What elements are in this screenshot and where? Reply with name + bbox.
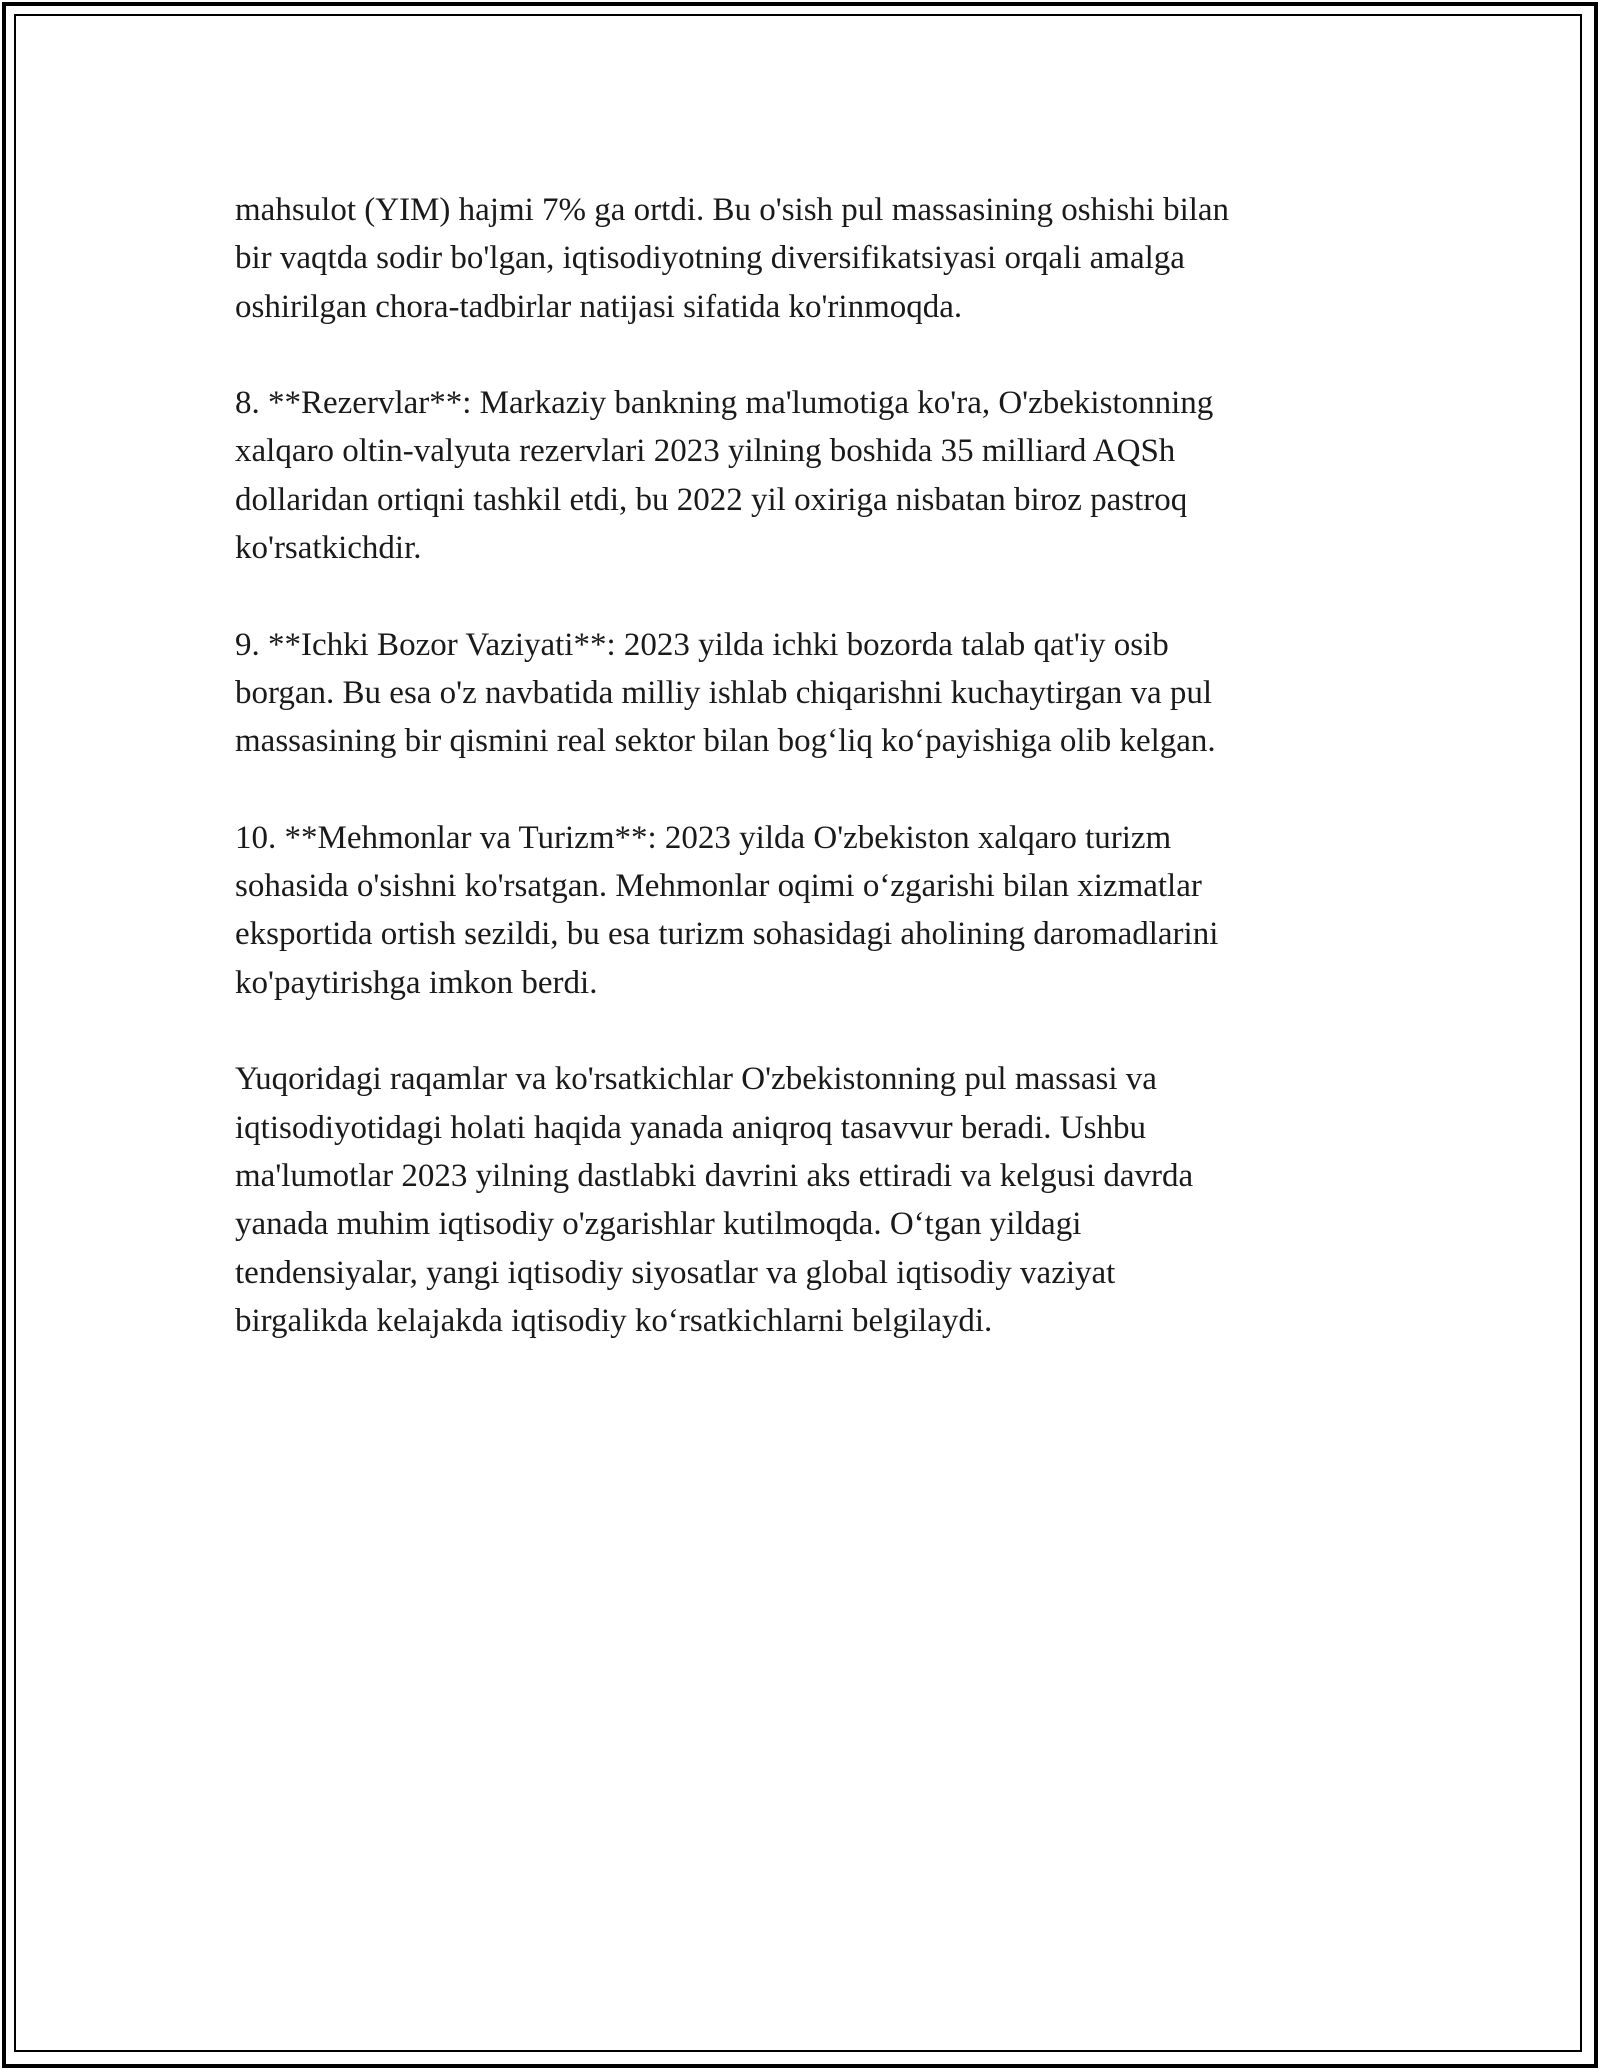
paragraph-gdp-growth: mahsulot (YIM) hajmi 7% ga ortdi. Bu o'sish pul massasining oshishi bilan bir vaqtda sodir bo'lgan, iqtisodiyotning diversifikatsiyasi orqali amalga oshirilgan chora-tadbirlar natijasi sifatida ko'rinmoqda.: [235, 192, 1230, 325]
paragraph-reserves: 8. **Rezervlar**: Markaziy bankning ma'lumotiga ko'ra, O'zbekistonning xalqaro oltin-valyuta rezervlari 2023 yilning boshida 35 milliard AQSh dollaridan ortiqni tashkil etdi, bu 2022 yil oxiriga nisbatan biroz pastroq ko'rsatkichdir.: [235, 385, 1214, 567]
paragraph-domestic-market: 9. **Ichki Bozor Vaziyati**: 2023 yilda ichki bozorda talab qat'iy osib borgan. Bu esa o'z navbatida milliy ishlab chiqarishni kuchaytirgan va pul massasining bir qismini real sektor bilan bog‘liq ko‘payishiga olib kelgan.: [235, 626, 1216, 760]
paragraph-tourism: 10. **Mehmonlar va Turizm**: 2023 yilda O'zbekiston xalqaro turizm sohasida o'sishni ko'rsatgan. Mehmonlar oqimi o‘zgarishi bilan xizmatlar eksportida ortish sezildi, bu esa turizm sohasidagi aholining daromadlarini ko'paytirishga imkon berdi.: [235, 819, 1219, 1001]
document-body: [235, 186, 1370, 1393]
paragraph-conclusion: Yuqoridagi raqamlar va ko'rsatkichlar O'zbekistonning pul massasi va iqtisodiyotidagi holati haqida yanada aniqroq tasavvur beradi. Ushbu ma'lumotlar 2023 yilning dastlabki davrini aks ettiradi va kelgusi davrda yanada muhim iqtisodiy o'zgarishlar kutilmoqda. O‘tgan yildagi tendensiyalar, yangi iqtisodiy siyosatlar va global iqtisodiy vaziyat birgalikda kelajakda iqtisodiy ko‘rsatkichlarni belgilaydi.: [235, 1061, 1194, 1339]
